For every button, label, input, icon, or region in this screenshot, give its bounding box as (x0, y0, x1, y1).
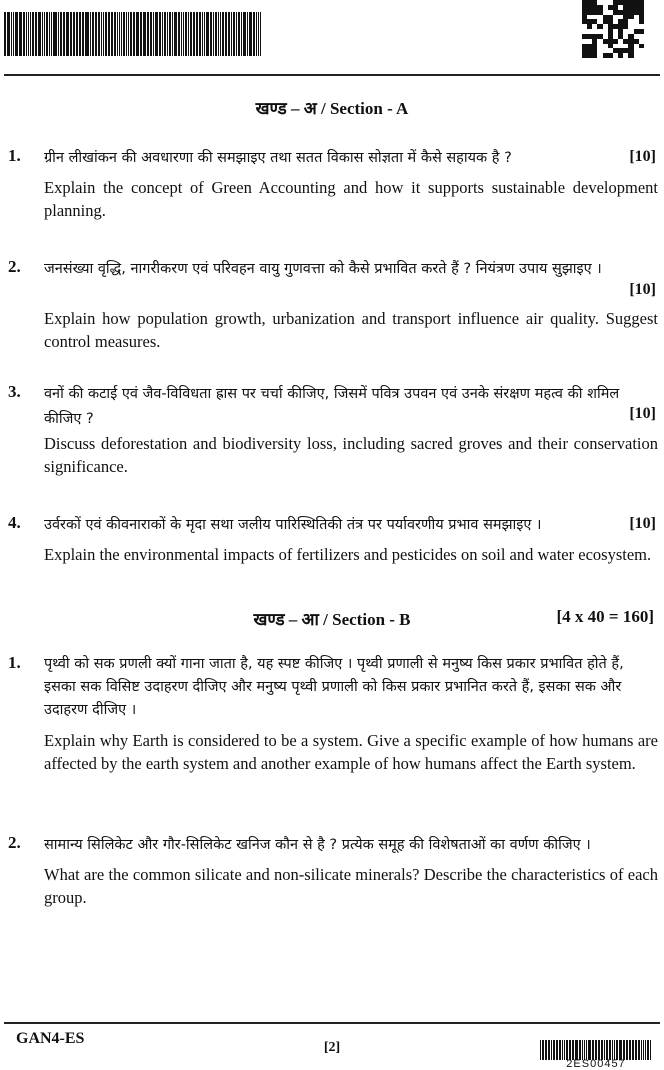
question-number: 4. (8, 513, 21, 532)
section-a-heading: खण्ड – अ / Section - A (255, 99, 409, 118)
barcode-bar (566, 1040, 568, 1060)
barcode-bar (249, 12, 251, 56)
barcode-bar (243, 12, 245, 56)
barcode-bar (80, 12, 81, 56)
question-text-hindi: जनसंख्या वृद्धि, नागरीकरण एवं परिवहन वायु गुणवत्ता को कैसे प्रभावित करते हैं ? नियंत्रण उपाय सुझाइए । (44, 261, 602, 277)
barcode-bar (183, 12, 185, 56)
barcode-bar (73, 12, 75, 56)
barcode-bar (153, 12, 155, 56)
barcode-bar (85, 12, 86, 56)
barcode-bar (172, 12, 173, 56)
barcode-bar (44, 12, 45, 56)
barcode-bar (169, 12, 171, 56)
barcode-bar (206, 12, 208, 56)
question-marks: [10] (629, 515, 656, 532)
barcode-bar (70, 12, 72, 56)
question-text-english: What are the common silicate and non-silicate minerals? Describe the characteristics of each group. (44, 865, 658, 907)
barcode-bar (222, 12, 224, 56)
barcode-bar (46, 12, 48, 56)
question-text-english: Discuss deforestation and biodiversity loss, including sacred groves and their conservation significance. (44, 434, 658, 476)
qr-code (582, 0, 644, 58)
paper-code: GAN4-ES (16, 1030, 85, 1047)
barcode-bar (136, 12, 138, 56)
barcode-top (4, 12, 262, 56)
barcode-bar (247, 12, 249, 56)
question-number: 2. (8, 257, 21, 276)
barcode-bar (39, 12, 41, 56)
barcode-bar (225, 12, 227, 56)
barcode-bar (559, 1040, 561, 1060)
barcode-bar (67, 12, 69, 56)
barcode-bar (643, 1040, 644, 1060)
barcode-bar (58, 12, 59, 56)
barcode-bar (210, 12, 212, 56)
barcode-bar (595, 1040, 597, 1060)
barcode-bar (204, 12, 205, 56)
barcode-bar (38, 12, 39, 56)
barcode-bar (7, 12, 9, 56)
barcode-bar (635, 1040, 637, 1060)
barcode-bar (76, 12, 78, 56)
question-text-hindi: पृथ्वी को सक प्रणली क्यों गाना जाता है, यह स्पष्ट कीजिए । पृथ्वी प्रणाली से मनुष्य किस प्रकार प्रभावित होते हैं, इसका सक विसिष्ट उदाहरण दीजिए और मनुष्य पृथ्वी प्रणाली को किस प्रकार प्रभानित करते हैं, इसका सक और उदाहरण दीजिए । (44, 656, 624, 718)
barcode-bar (220, 12, 222, 56)
barcode-bar (26, 12, 28, 56)
barcode-bar (63, 12, 65, 56)
barcode-bar (616, 1040, 618, 1060)
barcode-bar (32, 12, 34, 56)
barcode-bar (199, 12, 201, 56)
barcode-bar (121, 12, 122, 56)
barcode-bar (90, 12, 92, 56)
barcode-bar (258, 12, 260, 56)
barcode-bar (562, 1040, 563, 1060)
barcode-bar (82, 12, 84, 56)
barcode-bar (260, 12, 261, 56)
barcode-bar (188, 12, 189, 56)
question-text-hindi: वनों की कटाई एवं जैव-विविधता ह्रास पर चर्चा कीजिए, जिसमें पवित्र उपवन एवं उनके संरक्षण महत्व की शमिल कीजिए ? (44, 386, 620, 427)
barcode-bar (105, 12, 107, 56)
barcode-bar (98, 12, 100, 56)
barcode-bar (218, 12, 219, 56)
barcode-bar (645, 1040, 646, 1060)
barcode-bar (228, 12, 230, 56)
barcode-bar (42, 12, 43, 56)
barcode-bar (51, 12, 52, 56)
barcode-bar (15, 12, 17, 56)
qr-cell (639, 53, 644, 58)
barcode-bar (103, 12, 105, 56)
barcode-bar (181, 12, 182, 56)
section-b-heading: खण्ड – आ / Section - B (253, 610, 411, 629)
barcode-bar (572, 1040, 574, 1060)
barcode-bar (160, 12, 161, 56)
barcode-bar (143, 12, 145, 56)
barcode-bar (4, 12, 6, 56)
barcode-bar (641, 1040, 642, 1060)
barcode-bar (185, 12, 187, 56)
barcode-bar (126, 12, 127, 56)
question-number: 3. (8, 382, 21, 401)
barcode-bar (564, 1040, 565, 1060)
barcode-bar (49, 12, 50, 56)
question-number: 1. (8, 653, 21, 672)
barcode-bar (13, 12, 15, 56)
barcode-bar (215, 12, 217, 56)
barcode-bar (117, 12, 119, 56)
barcode-bar (167, 12, 169, 56)
barcode-bar (53, 12, 54, 56)
barcode-bar (575, 1040, 576, 1060)
barcode-bar (101, 12, 102, 56)
barcode-bar (54, 12, 56, 56)
bottom-rule (4, 1022, 660, 1024)
barcode-bar (256, 12, 257, 56)
barcode-bar (23, 12, 25, 56)
question-text-english: Explain how population growth, urbanization and transport influence air quality. Suggest control measures. (44, 309, 658, 351)
barcode-bar (557, 1040, 558, 1060)
barcode-id: 2ES00457 (566, 1058, 626, 1070)
barcode-bar (241, 12, 242, 56)
barcode-bar (632, 1040, 634, 1060)
barcode-bar (196, 12, 198, 56)
barcode-bar (213, 12, 214, 56)
barcode-bar (650, 1040, 651, 1060)
barcode-bar (174, 12, 176, 56)
barcode-bar (614, 1040, 615, 1060)
barcode-bar (584, 1040, 585, 1060)
barcode-bar (553, 1040, 554, 1060)
barcode-bar (540, 1040, 541, 1060)
question-number: 2. (8, 833, 21, 852)
barcode-bar (551, 1040, 552, 1060)
barcode-bar (542, 1040, 544, 1060)
barcode-bar (155, 12, 157, 56)
question-text-english: Explain the environmental impacts of fertilizers and pesticides on soil and water ecosystem. (44, 545, 652, 564)
barcode-bar (582, 1040, 583, 1060)
question-marks: [10] (629, 405, 656, 422)
question-number: 1. (8, 146, 21, 165)
barcode-bar (147, 12, 149, 56)
barcode-bar (128, 12, 129, 56)
barcode-bar (589, 1040, 591, 1060)
barcode-bottom (540, 1040, 652, 1060)
barcode-bar (164, 12, 166, 56)
barcode-bar (150, 12, 152, 56)
barcode-bar (92, 12, 94, 56)
barcode-bar (140, 12, 142, 56)
barcode-bar (159, 12, 160, 56)
barcode-bar (598, 1040, 599, 1060)
barcode-bar (569, 1040, 570, 1060)
barcode-bar (123, 12, 125, 56)
barcode-bar (626, 1040, 628, 1060)
barcode-bar (638, 1040, 640, 1060)
barcode-bar (28, 12, 29, 56)
barcode-bar (231, 12, 232, 56)
question-text-hindi: उर्वरकों एवं कीवनाराकों के मृदा सथा जलीय पारिस्थितिकी तंत्र पर पर्यावरणीय प्रभाव समझाइए । (44, 517, 542, 533)
barcode-bar (30, 12, 31, 56)
barcode-bar (35, 12, 37, 56)
barcode-bar (647, 1040, 649, 1060)
barcode-bar (586, 1040, 587, 1060)
barcode-bar (20, 12, 22, 56)
barcode-bar (11, 12, 12, 56)
question-text-hindi: सामान्य सिलिकेट और गौर-सिलिकेट खनिज कौन से है ? प्रत्येक समूह की विशेषताओं का वर्णण कीजिए । (44, 837, 591, 853)
barcode-bar (95, 12, 97, 56)
question-marks: [10] (629, 148, 656, 165)
barcode-bar (60, 12, 62, 56)
barcode-bar (556, 1040, 557, 1060)
barcode-bar (108, 12, 110, 56)
barcode-bar (612, 1040, 613, 1060)
barcode-bar (162, 12, 163, 56)
question-text-english: Explain why Earth is considered to be a system. Give a specific example of how humans are affected by the earth system and another example of how humans affect the Earth system. (44, 731, 658, 773)
barcode-bar (629, 1040, 631, 1060)
barcode-bar (190, 12, 192, 56)
question-text-english: Explain the concept of Green Accounting and how it supports sustainable development planning. (44, 178, 658, 220)
barcode-bar (233, 12, 235, 56)
barcode-bar (606, 1040, 608, 1060)
top-rule (4, 74, 660, 76)
barcode-bar (588, 1040, 589, 1060)
barcode-bar (202, 12, 204, 56)
barcode-bar (130, 12, 132, 56)
barcode-bar (579, 1040, 581, 1060)
barcode-bar (178, 12, 180, 56)
barcode-bar (601, 1040, 603, 1060)
barcode-bar (114, 12, 116, 56)
barcode-bar (545, 1040, 546, 1060)
barcode-bar (548, 1040, 550, 1060)
page-number: [2] (323, 1040, 341, 1055)
barcode-bar (592, 1040, 594, 1060)
barcode-bar (253, 12, 255, 56)
question-marks: [10] (629, 281, 656, 298)
barcode-bar (66, 12, 67, 56)
barcode-bar (111, 12, 113, 56)
barcode-bar (604, 1040, 605, 1060)
barcode-bar (623, 1040, 625, 1060)
barcode-bar (86, 12, 88, 56)
barcode-bar (119, 12, 120, 56)
barcode-bar (576, 1040, 577, 1060)
section-b-marks: [4 x 40 = 160] (556, 607, 654, 626)
question-text-hindi: ग्रीन लीखांकन की अवधारणा की समझाइए तथा सतत विकास सोज्ञता में कैसे सहायक है ? (44, 150, 512, 166)
barcode-bar (609, 1040, 611, 1060)
barcode-bar (19, 12, 20, 56)
barcode-bar (238, 12, 240, 56)
barcode-bar (193, 12, 195, 56)
barcode-bar (133, 12, 135, 56)
barcode-bar (236, 12, 237, 56)
barcode-bar (619, 1040, 621, 1060)
barcode-bar (79, 12, 80, 56)
